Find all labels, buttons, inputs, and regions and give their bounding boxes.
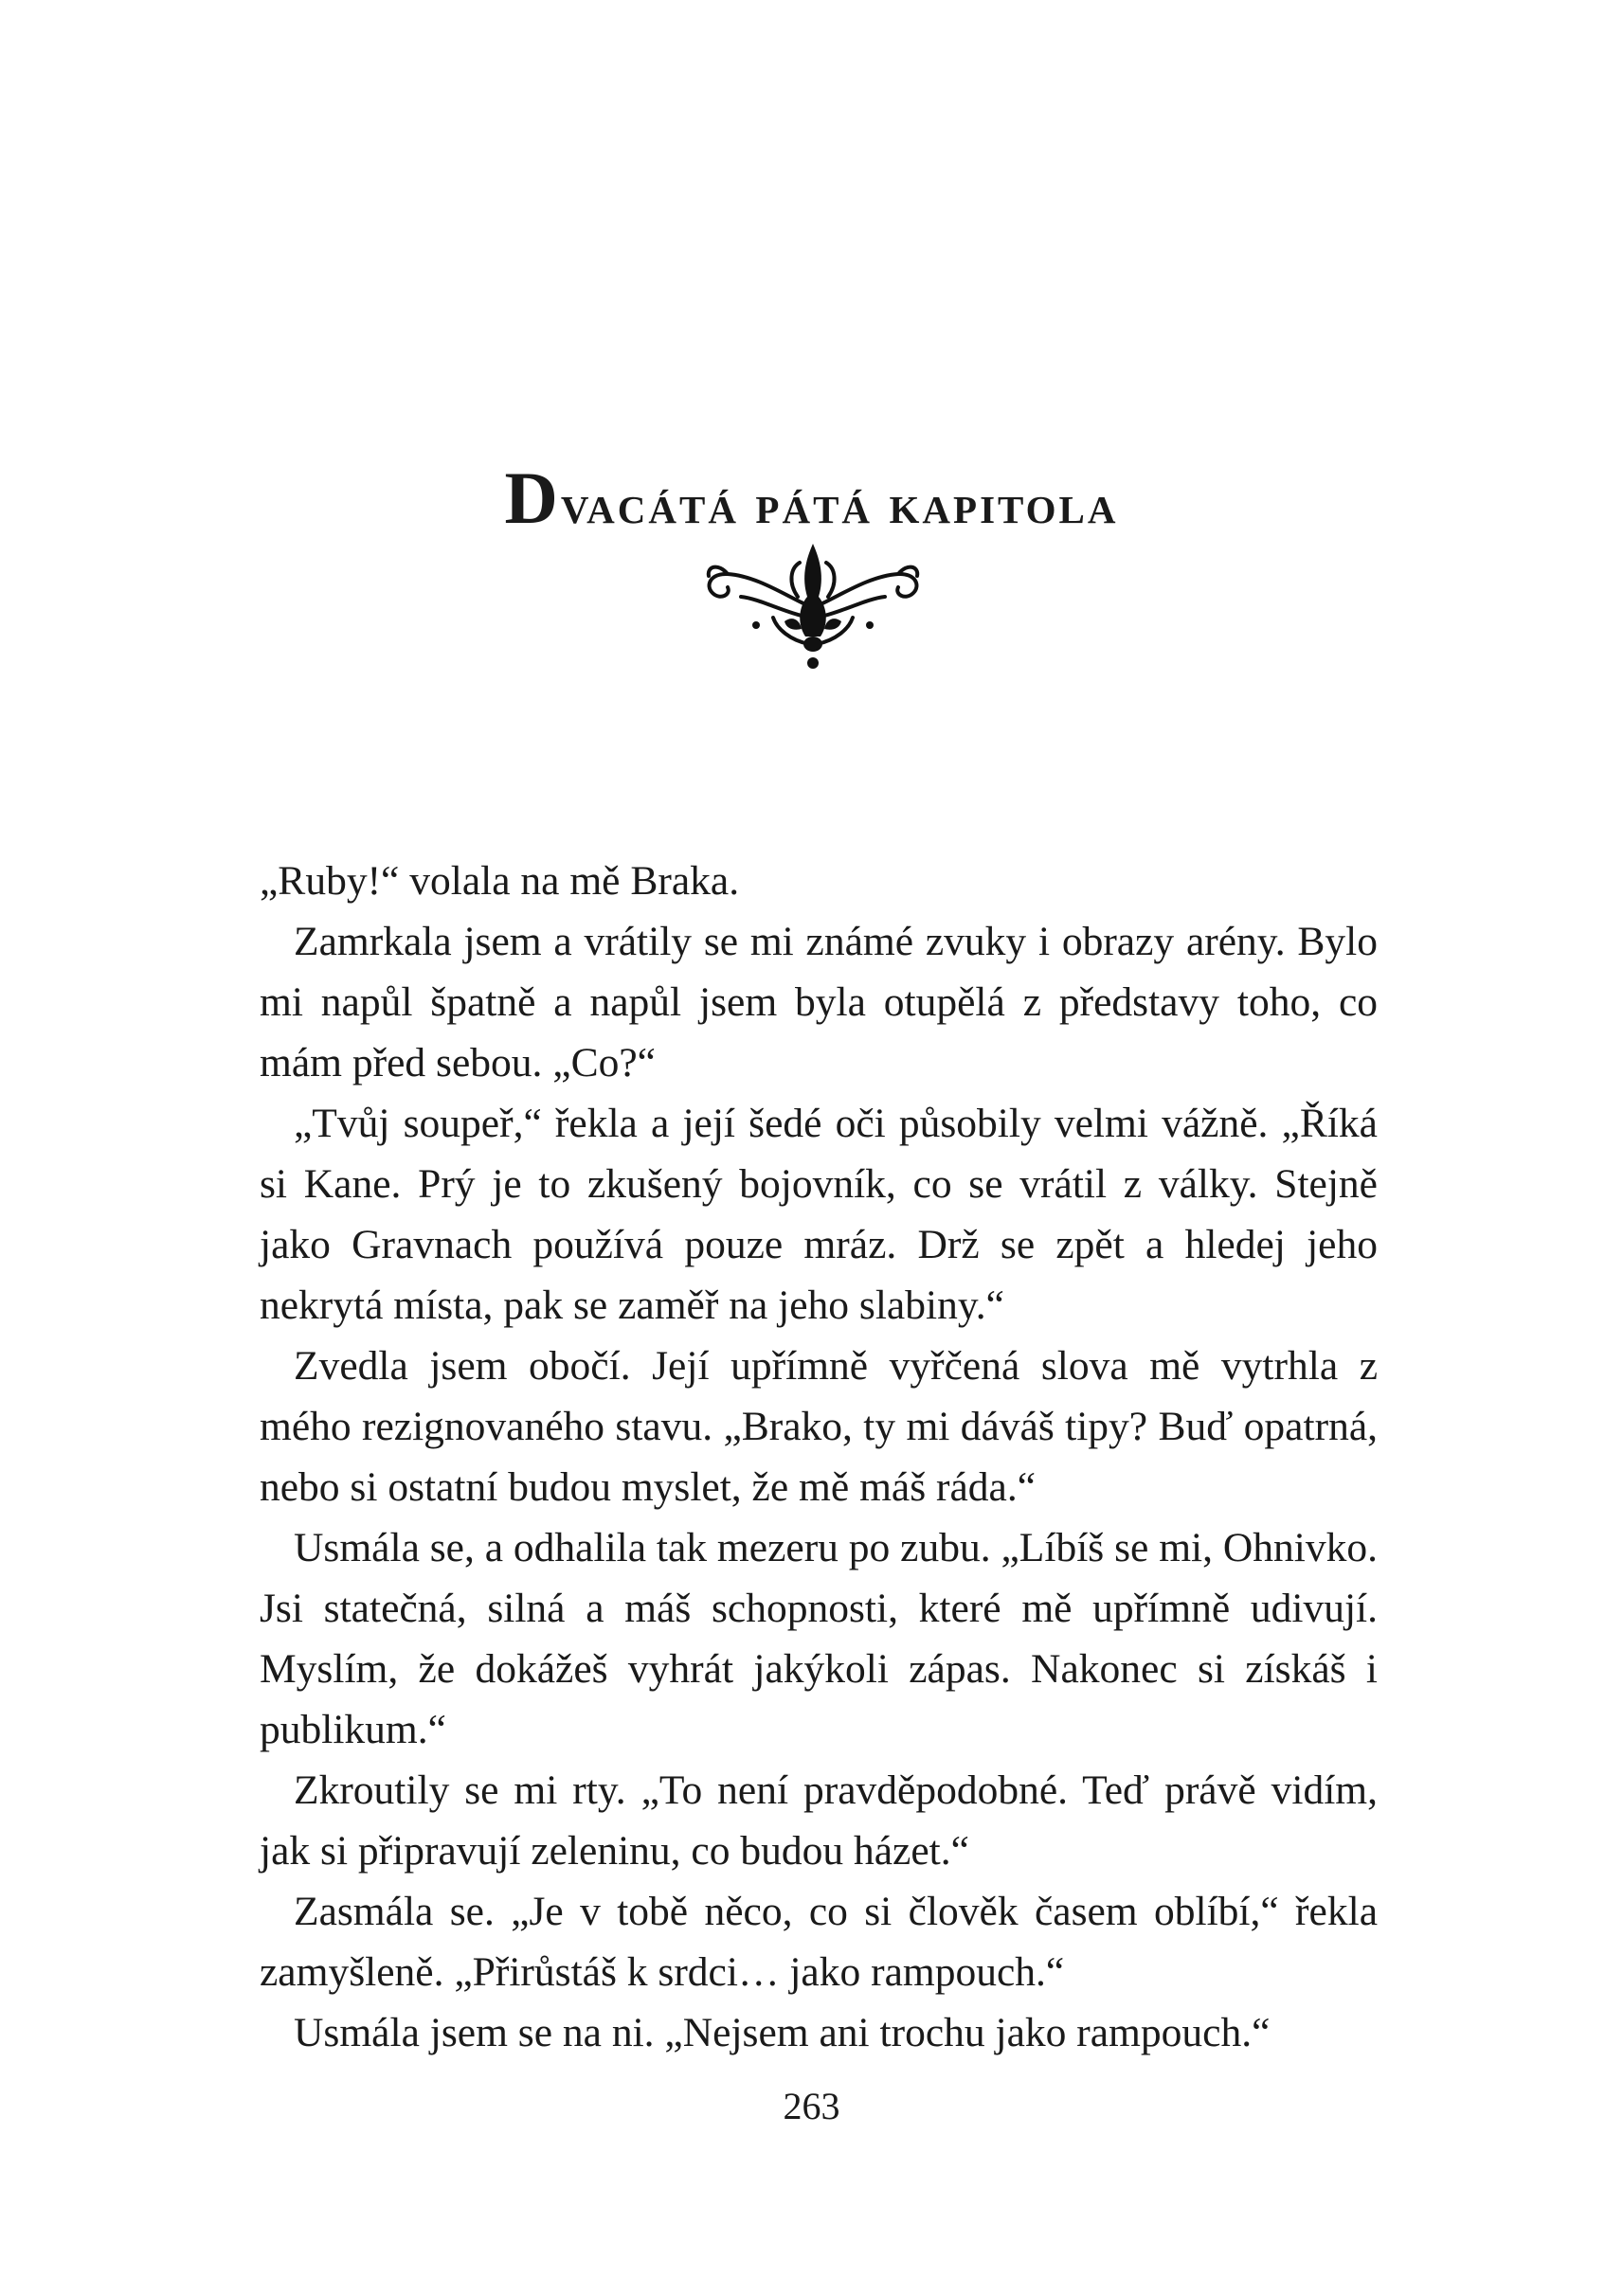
paragraph: Zamrkala jsem a vrátily se mi známé zvuky i obrazy arény. Bylo mi napůl špatně a napůl jsem byla otupělá z představy toho, co mám před sebou. „Co?“ bbox=[260, 919, 1378, 1085]
page-number: 263 bbox=[783, 2085, 840, 2127]
paragraph: Usmála jsem se na ni. „Nejsem ani trochu jako rampouch.“ bbox=[294, 2010, 1271, 2055]
fleuron-ornament-icon bbox=[699, 538, 927, 671]
chapter-title-initial: D bbox=[504, 456, 561, 539]
paragraph: Zvedla jsem obočí. Její upřímně vyřčená slova mě vytrhla z mého rezignovaného stavu. „Brako, ty mi dáváš tipy? Buď opatrná, nebo si ostatní budou myslet, že mě máš ráda.“ bbox=[260, 1343, 1378, 1510]
paragraph: Zasmála se. „Je v tobě něco, co si člověk časem oblíbí,“ řekla zamyšleně. „Přirůstáš k srdci… jako rampouch.“ bbox=[260, 1889, 1378, 1995]
paragraph: „Ruby!“ volala na mě Braka. bbox=[260, 858, 740, 904]
paragraph: „Tvůj soupeř,“ řekla a její šedé oči působily velmi vážně. „Říká si Kane. Prý je to zkušený bojovník, co se vrátil z války. Stejně jako Gravnach používá pouze mráz. Drž se zpět a hledej jeho nekrytá místa, pak se zaměř na jeho slabiny.“ bbox=[260, 1101, 1378, 1328]
chapter-title bbox=[0, 456, 1623, 539]
body-text bbox=[260, 851, 1378, 2063]
paragraph: Usmála se, a odhalila tak mezeru po zubu. „Líbíš se mi, Ohnivko. Jsi statečná, silná a máš schopnosti, které mě upřímně udivují. Myslím, že dokážeš vyhrát jakýkoli zápas. Nakonec si získáš i publikum.“ bbox=[260, 1525, 1378, 1752]
chapter-title-rest: vacátá pátá kapitola bbox=[560, 473, 1119, 535]
paragraph: Zkroutily se mi rty. „To není pravděpodobné. Teď právě vidím, jak si připravují zeleninu, co budou házet.“ bbox=[260, 1767, 1378, 1874]
